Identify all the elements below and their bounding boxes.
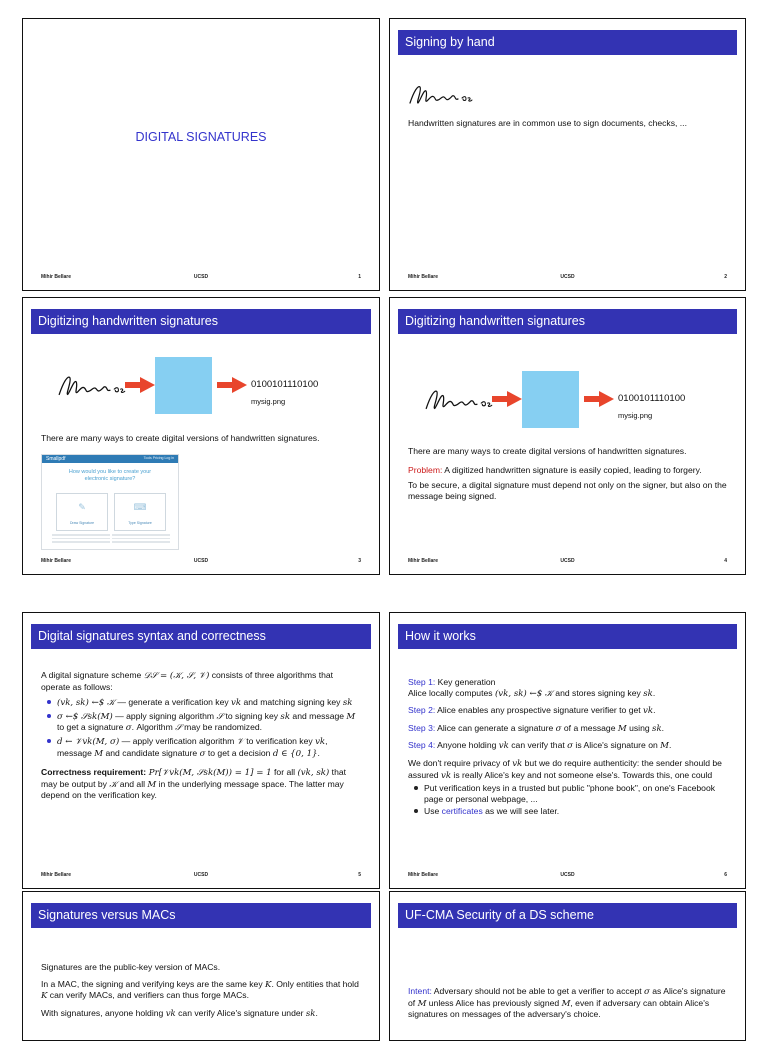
slide-text: [408, 677, 727, 819]
slide-6: [389, 612, 746, 889]
text: to verification key: [243, 735, 316, 746]
paragraph: Handwritten signatures are in common use to sign documents, checks, ...: [408, 118, 687, 128]
slide-title: DIGITAL SIGNATURES: [135, 130, 267, 144]
web-header-bar: [42, 455, 178, 463]
text: and all: [117, 778, 148, 789]
fine-print: [52, 534, 110, 545]
step-label: Step 3:: [408, 722, 436, 733]
text: Alice enables any prospective signature verifier to get: [435, 705, 644, 716]
text: and candidate signature: [103, 747, 200, 758]
slide-footer: [41, 274, 361, 284]
text: — generate a verification key: [114, 697, 232, 708]
math: sk: [342, 698, 353, 709]
slide-3: [22, 297, 380, 575]
footer-institution: UCSD: [193, 558, 209, 564]
list-item: [57, 711, 361, 734]
text: but we do require authenticity: the sender should be assured: [408, 757, 722, 780]
footer-author: Mihir Bellare: [408, 872, 439, 878]
math: σ: [567, 741, 574, 752]
frame-title: UF-CMA Security of a DS scheme: [398, 903, 737, 928]
paragraph: [408, 705, 727, 717]
text: is Alice's signature on: [573, 740, 661, 751]
text: , message: [57, 735, 328, 758]
web-question: [42, 469, 178, 482]
footer-institution: UCSD: [560, 274, 575, 280]
text: consists of three algorithms that operate as follows:: [41, 670, 334, 692]
math: vk: [231, 698, 242, 709]
math: vk: [440, 770, 452, 781]
math: vk: [165, 1008, 176, 1019]
text: of a message: [561, 722, 618, 733]
slide-5: [22, 612, 380, 889]
digitizer-box: [522, 371, 579, 428]
math: d ∈ {0, 1}: [272, 748, 318, 759]
math: M: [147, 779, 157, 790]
type-signature-card: [114, 493, 166, 531]
text: Anyone holding: [435, 740, 499, 751]
handwritten-signature-image: [55, 370, 129, 402]
footer-author: Mihir Bellare: [408, 274, 439, 280]
math: σ: [555, 723, 562, 734]
math: vk: [498, 741, 509, 752]
problem-label: Problem:: [408, 464, 443, 475]
text: Alice can generate a signature: [435, 722, 556, 733]
text: .: [653, 705, 656, 716]
math: sk: [305, 1008, 316, 1019]
text: can verify MACs, and verifiers can thus forge MACs.: [47, 990, 249, 1001]
slide-2: [389, 18, 746, 291]
slide-7: [22, 891, 380, 1041]
math: (vk, sk) ←$ 𝒦: [494, 688, 553, 699]
step-label: Step 2:: [408, 705, 436, 716]
math: M: [561, 998, 571, 1009]
text: unless Alice has previously signed: [426, 997, 562, 1008]
paragraph: [408, 465, 727, 476]
web-screenshot: [41, 454, 179, 550]
math: sk: [643, 688, 653, 699]
footer-author: Mihir Bellare: [41, 558, 72, 564]
frame-title: Digitizing handwritten signatures: [398, 309, 737, 334]
paragraph: [408, 677, 727, 699]
math: 𝒦: [109, 779, 118, 790]
slide-footer: [408, 872, 727, 882]
paragraph: [408, 740, 727, 752]
math: 𝒱: [236, 736, 244, 747]
slide-text: [41, 433, 361, 449]
text: — apply verification algorithm: [119, 735, 237, 746]
math: Pr[𝒱vk(M, 𝒮sk(M)) = 1] = 1: [146, 768, 272, 779]
footer-institution: UCSD: [193, 872, 209, 878]
text: to get a decision: [205, 747, 273, 758]
arrow-icon: [492, 391, 522, 407]
math: 𝒟𝒮 = (𝒦, 𝒮, 𝒱): [143, 671, 210, 681]
text: and message: [290, 710, 347, 721]
slide-footer: [408, 274, 727, 284]
frame-title: Digitizing handwritten signatures: [31, 309, 371, 334]
frame-title: Signatures versus MACs: [31, 903, 371, 928]
text: A digital signature scheme: [41, 670, 144, 680]
text: We don't require privacy of: [408, 757, 513, 768]
slide-4: [389, 297, 746, 575]
pen-icon: ✎: [78, 502, 86, 512]
binary-output: 0100101110100: [251, 379, 319, 390]
text: , even if adversary can obtain Alice's signatures on messages of the adversary's choice.: [408, 997, 710, 1020]
slide-text: [408, 986, 727, 1025]
text: may be randomized.: [181, 722, 263, 733]
math: sk: [652, 723, 662, 734]
footer-author: Mihir Bellare: [408, 558, 439, 564]
math: M: [94, 748, 104, 759]
footer-page-number: 2: [724, 274, 727, 280]
footer-page-number: 3: [358, 558, 361, 564]
text: for all: [271, 767, 298, 778]
footer-institution: UCSD: [193, 274, 209, 280]
bullet-list: [408, 783, 727, 817]
footer-page-number: 1: [358, 274, 361, 280]
paragraph: [408, 758, 727, 781]
text: .: [661, 722, 665, 733]
text: in the underlying message space. The latter may depend on the verification key.: [41, 778, 344, 801]
fine-print: [112, 534, 170, 545]
text: . Only entities that hold: [271, 978, 359, 989]
arrow-icon: [584, 391, 614, 407]
slide-footer: [41, 558, 361, 568]
frame-title: Signing by hand: [398, 30, 737, 55]
slide-1: [22, 18, 380, 291]
footer-page-number: 5: [358, 872, 361, 878]
list-item: [57, 697, 361, 709]
paragraph: [408, 986, 727, 1020]
math: M: [617, 723, 627, 734]
text: In a MAC, the signing and verifying keys are the same key: [41, 978, 266, 989]
math: M: [346, 711, 356, 722]
slide-footer: [41, 872, 361, 882]
math: σ ←$ 𝒮sk(M): [57, 711, 113, 722]
text: is really Alice's key and not someone else's. Towards this, one could: [451, 769, 713, 780]
text: to get a signature: [57, 722, 126, 733]
text: Adversary should not be able to get a verifier to accept: [431, 986, 644, 996]
paragraph: [41, 767, 361, 801]
math: σ: [199, 748, 206, 759]
footer-author: Mihir Bellare: [41, 274, 72, 280]
text: can verify Alice's signature under: [175, 1007, 306, 1018]
text: and stores signing key: [552, 687, 644, 698]
paragraph: To be secure, a digital signature must depend not only on the signer, but also on the message being signed.: [408, 480, 727, 501]
file-name: mysig.png: [251, 397, 286, 406]
text: Alice locally computes: [408, 687, 495, 698]
binary-output: 0100101110100: [618, 393, 686, 404]
math: K: [41, 991, 48, 1002]
footer-page-number: 4: [724, 558, 727, 564]
web-question-line: How would you like to create your: [68, 469, 152, 475]
math: σ: [125, 723, 132, 734]
math: vk: [643, 706, 654, 717]
paragraph: [408, 723, 727, 735]
list-item: [57, 736, 361, 759]
math: d ← 𝒱vk(M, σ): [57, 736, 120, 747]
digitizing-diagram: [43, 354, 363, 424]
text: . Algorithm: [131, 722, 176, 733]
intent-label: Intent:: [408, 986, 432, 996]
paragraph: There are many ways to create digital versions of handwritten signatures.: [41, 433, 320, 443]
footer-page-number: 6: [724, 872, 727, 878]
draw-signature-card: [56, 493, 108, 531]
text: that may be output by: [41, 767, 347, 789]
text: as we will see later.: [482, 806, 560, 817]
handwritten-signature-image: [422, 384, 496, 416]
web-nav: Tools Pricing Log in: [143, 456, 174, 460]
digitizing-diagram: [410, 368, 730, 438]
slide-footer: [408, 558, 727, 568]
algorithm-list: [41, 697, 361, 759]
math: (vk, sk): [297, 768, 330, 779]
list-item: Put verification keys in a trusted but public "phone book", on one's Facebook page or personal webpage, ...: [424, 783, 727, 804]
frame-title: Digital signatures syntax and correctness: [31, 624, 371, 649]
math: M: [660, 741, 669, 752]
footer-author: Mihir Bellare: [41, 872, 72, 878]
text: .: [652, 687, 656, 698]
math: sk: [280, 711, 291, 722]
slide-text: [41, 962, 361, 1024]
slide-text: [408, 446, 727, 506]
list-item: [424, 806, 727, 817]
text: Use: [424, 806, 442, 817]
text: .: [668, 740, 672, 751]
paragraph: [41, 979, 361, 1002]
text: can verify that: [508, 740, 568, 751]
text: With signatures, anyone holding: [41, 1007, 166, 1018]
text: Key generation: [435, 677, 496, 687]
slide-text: [41, 670, 361, 806]
digitizer-box: [155, 357, 212, 414]
slide-text: [408, 118, 727, 134]
paragraph: Signatures are the public-key version of MACs.: [41, 962, 221, 972]
arrow-icon: [125, 377, 155, 393]
math: (vk, sk) ←$ 𝒦: [57, 698, 115, 709]
text: .: [315, 1007, 318, 1018]
text: and matching signing key: [241, 697, 343, 708]
text: .: [317, 747, 320, 758]
math: vk: [512, 758, 523, 769]
paragraph: There are many ways to create digital versions of handwritten signatures.: [408, 446, 687, 456]
handwritten-signature-image: [406, 81, 476, 109]
footer-institution: UCSD: [560, 558, 575, 564]
math: vk: [315, 736, 326, 747]
problem-text: A digitized handwritten signature is easily copied, leading to forgery.: [442, 464, 702, 475]
paragraph: [41, 1008, 361, 1020]
slide-8: [389, 891, 746, 1041]
math: M: [417, 998, 427, 1009]
math: 𝒮: [175, 723, 182, 734]
arrow-icon: [217, 377, 247, 393]
keyboard-icon: ⌨: [133, 502, 147, 512]
step-label: Step 4:: [408, 740, 436, 751]
math: K: [265, 979, 272, 990]
web-question-line: electronic signature?: [84, 475, 136, 482]
certificates-link[interactable]: certificates: [441, 806, 483, 817]
text: as Alice's signature of: [408, 986, 726, 1008]
file-name: mysig.png: [618, 411, 653, 420]
text: to signing key: [223, 710, 281, 721]
text: using: [626, 722, 653, 733]
web-logo: Smallpdf: [46, 456, 66, 462]
step-label: Step 1:: [408, 677, 436, 687]
card-label: Type Signature: [128, 521, 152, 525]
math: σ: [644, 987, 650, 997]
paragraph: [41, 670, 361, 692]
math: 𝒮: [216, 711, 224, 722]
footer-institution: UCSD: [560, 872, 575, 878]
frame-title: How it works: [398, 624, 737, 649]
card-label: Draw Signature: [69, 521, 95, 525]
correctness-label: Correctness requirement:: [41, 767, 147, 778]
text: — apply signing algorithm: [112, 710, 217, 721]
